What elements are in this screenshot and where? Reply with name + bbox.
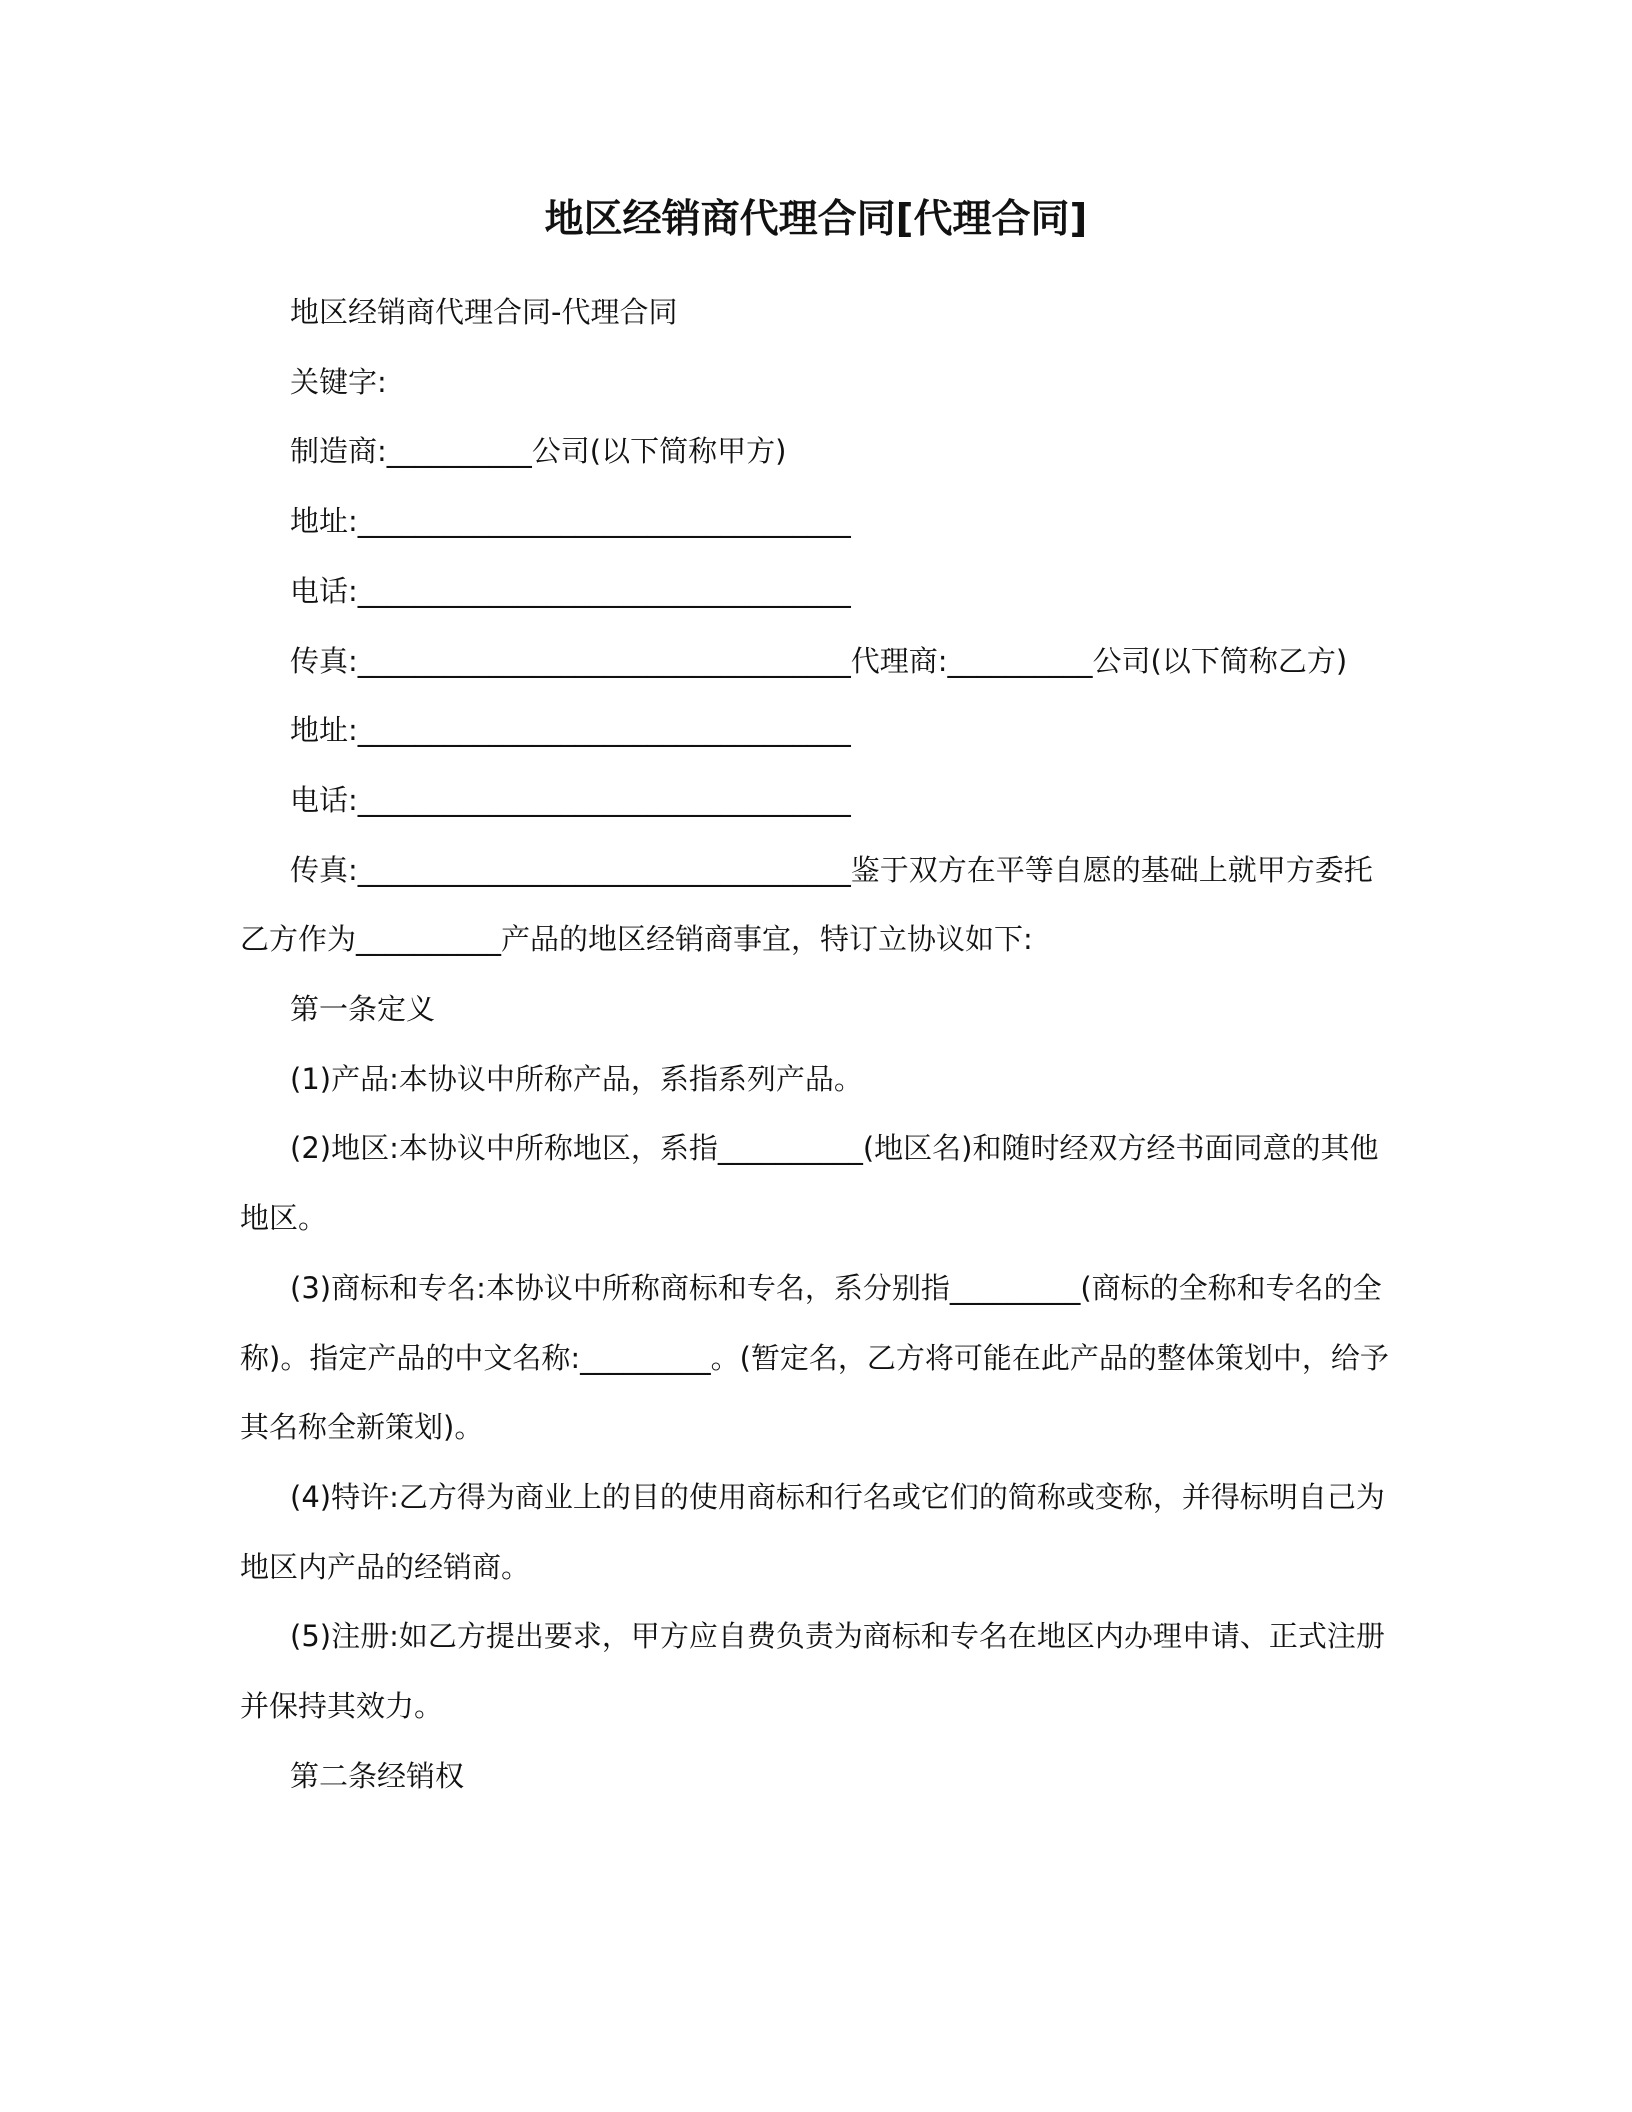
paragraph-subtitle: 地区经销商代理合同-代理合同 [290, 295, 678, 329]
paragraph-definition-trademark: (3)商标和专名:本协议中所称商标和专名，系分别指_________(商标的全称和专名的全称)。指定产品的中文名称:_________。(暂定名，乙方将可能在此产品的整体策划中，给予其名称全新策划)。 [240, 1270, 1389, 1445]
paragraph-manufacturer-phone: 电话:__________________________________ [290, 573, 851, 608]
document-body [240, 278, 1400, 1811]
document-title: 地区经销商代理合同[代理合同] [544, 197, 1088, 242]
paragraph-manufacturer: 制造商:__________公司(以下简称甲方) [290, 434, 787, 469]
paragraph-agent-fax-preamble: 传真:__________________________________鉴于双方在平等自愿的基础上就甲方委托乙方作为__________产品的地区经销商事宜，特订立协议如下: [240, 852, 1373, 957]
section-heading-article-1: 第一条定义 [290, 992, 436, 1027]
paragraph-definition-region: (2)地区:本协议中所称地区，系指__________(地区名)和随时经双方经书面同意的其他地区。 [240, 1131, 1379, 1236]
paragraph-agent-address: 地址:__________________________________ [290, 713, 851, 748]
paragraph-definition-license: (4)特许:乙方得为商业上的目的使用商标和行名或它们的简称或变称，并得标明自己为地区内产品的经销商。 [240, 1479, 1385, 1584]
paragraph-keywords: 关键字: [290, 364, 387, 399]
section-heading-article-2: 第二条经销权 [290, 1758, 465, 1793]
paragraph-manufacturer-fax-agent: 传真:__________________________________代理商:__________公司(以下简称乙方) [290, 643, 1348, 678]
paragraph-definition-registration: (5)注册:如乙方提出要求，甲方应自费负责为商标和专名在地区内办理申请、正式注册并保持其效力。 [240, 1619, 1385, 1724]
paragraph-agent-phone: 电话:__________________________________ [290, 782, 851, 817]
paragraph-manufacturer-address: 地址:__________________________________ [290, 504, 851, 539]
paragraph-definition-product: (1)产品:本协议中所称产品，系指系列产品。 [290, 1061, 863, 1096]
